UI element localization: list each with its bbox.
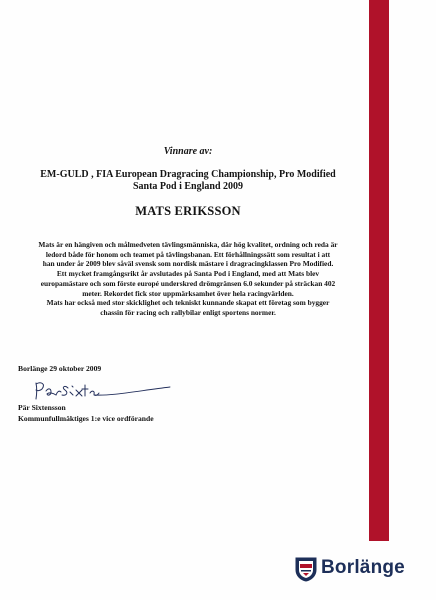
award-title-line: EM-GULD , FIA European Dragracing Championship, Pro Modified	[40, 169, 336, 180]
intro-text: Vinnare av:	[163, 146, 213, 157]
recipient-name: MATS ERIKSSON	[135, 204, 241, 218]
citation-line: han under år 2009 blev såväl svensk som nordisk mästare i dragracingklassen Pro Modified.	[42, 259, 334, 269]
signer-name: Pär Sixtensson	[18, 403, 66, 412]
citation-text	[18, 240, 358, 318]
citation-line: Mats är en hängiven och målmedveten tävlingsmänniska, där hög kvalitet, ordning och reda är	[38, 240, 338, 249]
borlange-logo-text: Borlänge	[321, 557, 405, 578]
award-title-line: Santa Pod i England 2009	[132, 181, 244, 192]
signer-block	[18, 403, 154, 424]
citation-line: meter. Rekordet fick stor uppmärksamhet över hela racingvärlden.	[82, 288, 294, 298]
signer-title: Kommunfullmäktiges 1:e vice ordförande	[18, 413, 154, 423]
citation-line: chassin för racing och rallybilar enligt sportens normer.	[100, 307, 276, 317]
red-vertical-stripe	[369, 0, 389, 541]
borlange-logo	[295, 555, 415, 585]
handwritten-signature	[32, 374, 182, 404]
borlange-coat-of-arms-icon	[295, 556, 317, 582]
citation-line: ledord både för honom och teamet på tävlingsbanan. Ett förhållningssätt som resultat i att	[45, 249, 331, 259]
date-line: Borlänge 29 oktober 2009	[18, 364, 102, 373]
award-title	[18, 169, 358, 193]
citation-line: Mats har också med stor skicklighet och tekniskt kunnande skapat ett företag som bygger	[46, 298, 330, 308]
citation-line: europamästare och som förste europé underskred drömgränsen 6.0 sekunder på sträckan 402	[40, 278, 336, 288]
citation-line: Ett mycket framgångsrikt år avslutades på Santa Pod i England, med att Mats blev	[56, 269, 320, 279]
